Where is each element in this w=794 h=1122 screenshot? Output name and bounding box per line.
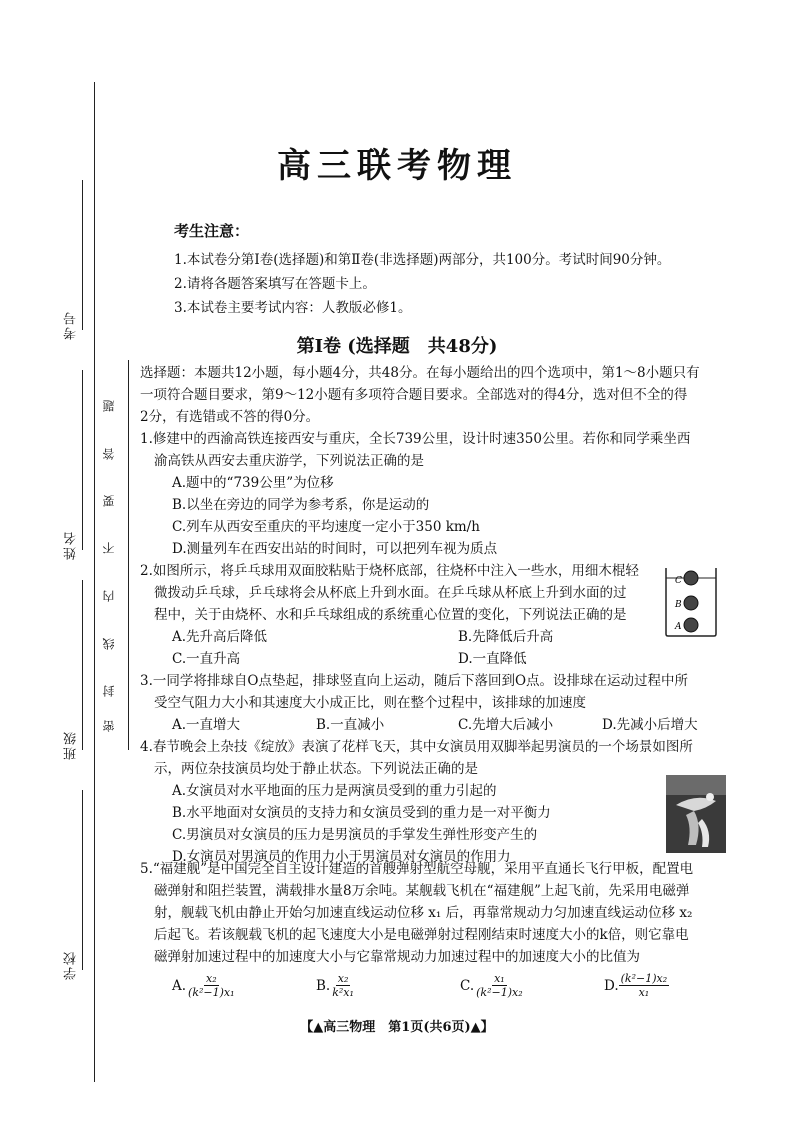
option-a[interactable]: A.一直增大 <box>172 717 241 733</box>
numerator: x₂ <box>205 972 217 985</box>
figure-label-a: A <box>675 622 682 632</box>
question-stem-line: 微拨动乒乓球，乒乓球将会从杯底上升到水面。在乒乓球从杯底上升到水面的过 <box>154 585 627 601</box>
question-stem-line: 程中，关于由烧杯、水和乒乓球组成的系统重心位置的变化，下列说法正确的是 <box>154 607 627 623</box>
option-d[interactable] <box>604 972 669 999</box>
beaker-figure <box>662 566 720 638</box>
instructions-line: 选择题：本题共12小题，每小题4分，共48分。在每小题给出的四个选项中，第1～8小题只有 <box>140 365 700 381</box>
fraction <box>186 972 237 999</box>
question-1 <box>140 428 720 560</box>
acrobat-photo <box>666 775 726 853</box>
option-c[interactable]: C.男演员对女演员的压力是男演员的手掌发生弹性形变产生的 <box>172 827 538 843</box>
seal-char: 密 <box>102 720 116 732</box>
seal-char: 题 <box>102 400 116 412</box>
denominator: (k²−1)x₂ <box>476 986 523 999</box>
figure-label-b: B <box>675 600 682 610</box>
option-label: C. <box>460 977 475 994</box>
name-field[interactable] <box>82 370 83 550</box>
option-a[interactable]: A.女演员对水平地面的压力是两演员受到的重力引起的 <box>172 783 497 799</box>
option-label: B. <box>316 977 331 994</box>
seal-char: 封 <box>102 685 116 697</box>
notice-item: 1.本试卷分第Ⅰ卷(选择题)和第Ⅱ卷(非选择题)两部分，共100分。考试时间90分钟。 <box>174 252 671 268</box>
option-d[interactable]: D.先减小后增大 <box>602 717 698 733</box>
notice-item: 3.本试卷主要考试内容：人教版必修1。 <box>174 300 412 316</box>
option-b[interactable]: B.先降低后升高 <box>458 629 554 645</box>
seal-char: 线 <box>102 638 116 650</box>
option-a[interactable]: A.题中的“739公里”为位移 <box>172 475 334 491</box>
fraction <box>474 972 525 999</box>
question-stem-line: 后起飞。若该舰载飞机的起飞速度大小是电磁弹射过程刚结束时速度大小的k倍，则它靠电 <box>154 927 689 943</box>
denominator: (k²−1)x₁ <box>188 986 235 999</box>
option-label: A. <box>172 977 187 994</box>
seal-char: 答 <box>102 448 116 460</box>
binding-line-outer <box>94 82 95 1082</box>
question-stem-line: 受空气阻力大小和其速度大小成正比，则在整个过程中，该排球的加速度 <box>154 695 586 711</box>
page-footer: 【▲高三物理 第1页(共6页)▲】 <box>300 1020 494 1035</box>
class-label: 班级 <box>64 730 79 760</box>
page-title: 高三联考物理 <box>277 146 517 186</box>
question-stem-line: 磁弹射和阻拦装置，满载排水量8万余吨。某舰载飞机在“福建舰”上起飞前，先采用电磁弹 <box>154 883 690 899</box>
question-stem-line: 1.修建中的西渝高铁连接西安与重庆，全长739公里，设计时速350公里。若你和同学乘坐西 <box>140 431 691 447</box>
figure-label-c: C <box>675 576 682 586</box>
seal-char: 不 <box>102 542 116 554</box>
question-2 <box>140 560 660 670</box>
question-stem-line: 4.春节晚会上杂技《绽放》表演了花样飞天，其中女演员用双脚举起男演员的一个场景如图所 <box>140 739 693 755</box>
fraction <box>330 972 356 999</box>
option-a[interactable] <box>172 972 316 999</box>
class-field[interactable] <box>82 580 83 750</box>
exam-number-label: 考号 <box>64 310 79 340</box>
option-d[interactable]: D.女演员对男演员的作用力小于男演员对女演员的作用力 <box>172 849 511 865</box>
option-b[interactable] <box>316 972 460 999</box>
option-d[interactable]: D.一直降低 <box>458 651 527 667</box>
option-c[interactable]: C.先增大后减小 <box>458 717 554 733</box>
section-title: 第Ⅰ卷 (选择题 共48分) <box>296 336 498 357</box>
question-stem-line: 渝高铁从西安去重庆游学，下列说法正确的是 <box>154 453 424 469</box>
notice-heading: 考生注意： <box>174 222 250 240</box>
notice-item: 2.请将各题答案填写在答题卡上。 <box>174 276 376 292</box>
option-c[interactable]: C.一直升高 <box>172 651 241 667</box>
q5-options <box>172 972 732 999</box>
question-stem-line: 3.一同学将排球自O点垫起，排球竖直向上运动，随后下落回到O点。设排球在运动过程中所 <box>140 673 689 689</box>
name-label: 姓名 <box>64 530 79 560</box>
option-label: D. <box>604 977 619 994</box>
numerator: (k²−1)x₂ <box>620 972 668 985</box>
seal-char: 要 <box>102 495 116 507</box>
school-field[interactable] <box>82 790 83 970</box>
question-stem-line: 示，两位杂技演员均处于静止状态。下列说法正确的是 <box>154 761 478 777</box>
denominator: x₁ <box>638 986 650 999</box>
numerator: x₁ <box>494 972 505 985</box>
question-4 <box>140 736 720 868</box>
question-stem-line: 磁弹射加速过程中的加速度大小与它靠常规动力加速过程中的加速度大小的比值为 <box>154 949 640 965</box>
denominator: k²x₁ <box>332 986 354 999</box>
question-stem-line: 射，舰载飞机由静止开始匀加速直线运动位移 x₁ 后，再靠常规动力匀加速直线运动位移 x₂ <box>154 905 693 921</box>
question-5 <box>140 858 720 968</box>
question-stem-line: 2.如图所示，将乒乓球用双面胶粘贴于烧杯底部，往烧杯中注入一些水，用细木棍轻 <box>140 563 639 579</box>
instructions-line: 一项符合题目要求，第9～12小题有多项符合题目要求。全部选对的得4分，选对但不全的得 <box>140 387 688 403</box>
seal-char: 内 <box>102 590 116 602</box>
option-a[interactable]: A.先升高后降低 <box>172 629 268 645</box>
question-3 <box>140 670 720 736</box>
option-c[interactable] <box>460 972 604 999</box>
fraction <box>619 972 670 999</box>
binding-line-inner <box>128 360 129 750</box>
question-stem-line: 5.“福建舰”是中国完全自主设计建造的首艘弹射型航空母舰，采用平直通长飞行甲板，配置电 <box>140 861 694 877</box>
exam-number-field[interactable] <box>82 180 83 330</box>
numerator: x₂ <box>337 972 349 985</box>
school-label: 学校 <box>64 950 79 980</box>
option-c[interactable]: C.列车从西安至重庆的平均速度一定小于350 km/h <box>172 519 480 535</box>
option-b[interactable]: B.水平地面对女演员的支持力和女演员受到的重力是一对平衡力 <box>172 805 551 821</box>
option-d[interactable]: D.测量列车在西安出站的时间时，可以把列车视为质点 <box>172 541 498 557</box>
instructions-line: 2分，有选错或不答的得0分。 <box>140 409 320 425</box>
option-b[interactable]: B.一直减小 <box>316 717 385 733</box>
instructions <box>140 362 720 428</box>
option-b[interactable]: B.以坐在旁边的同学为参考系，你是运动的 <box>172 497 430 513</box>
